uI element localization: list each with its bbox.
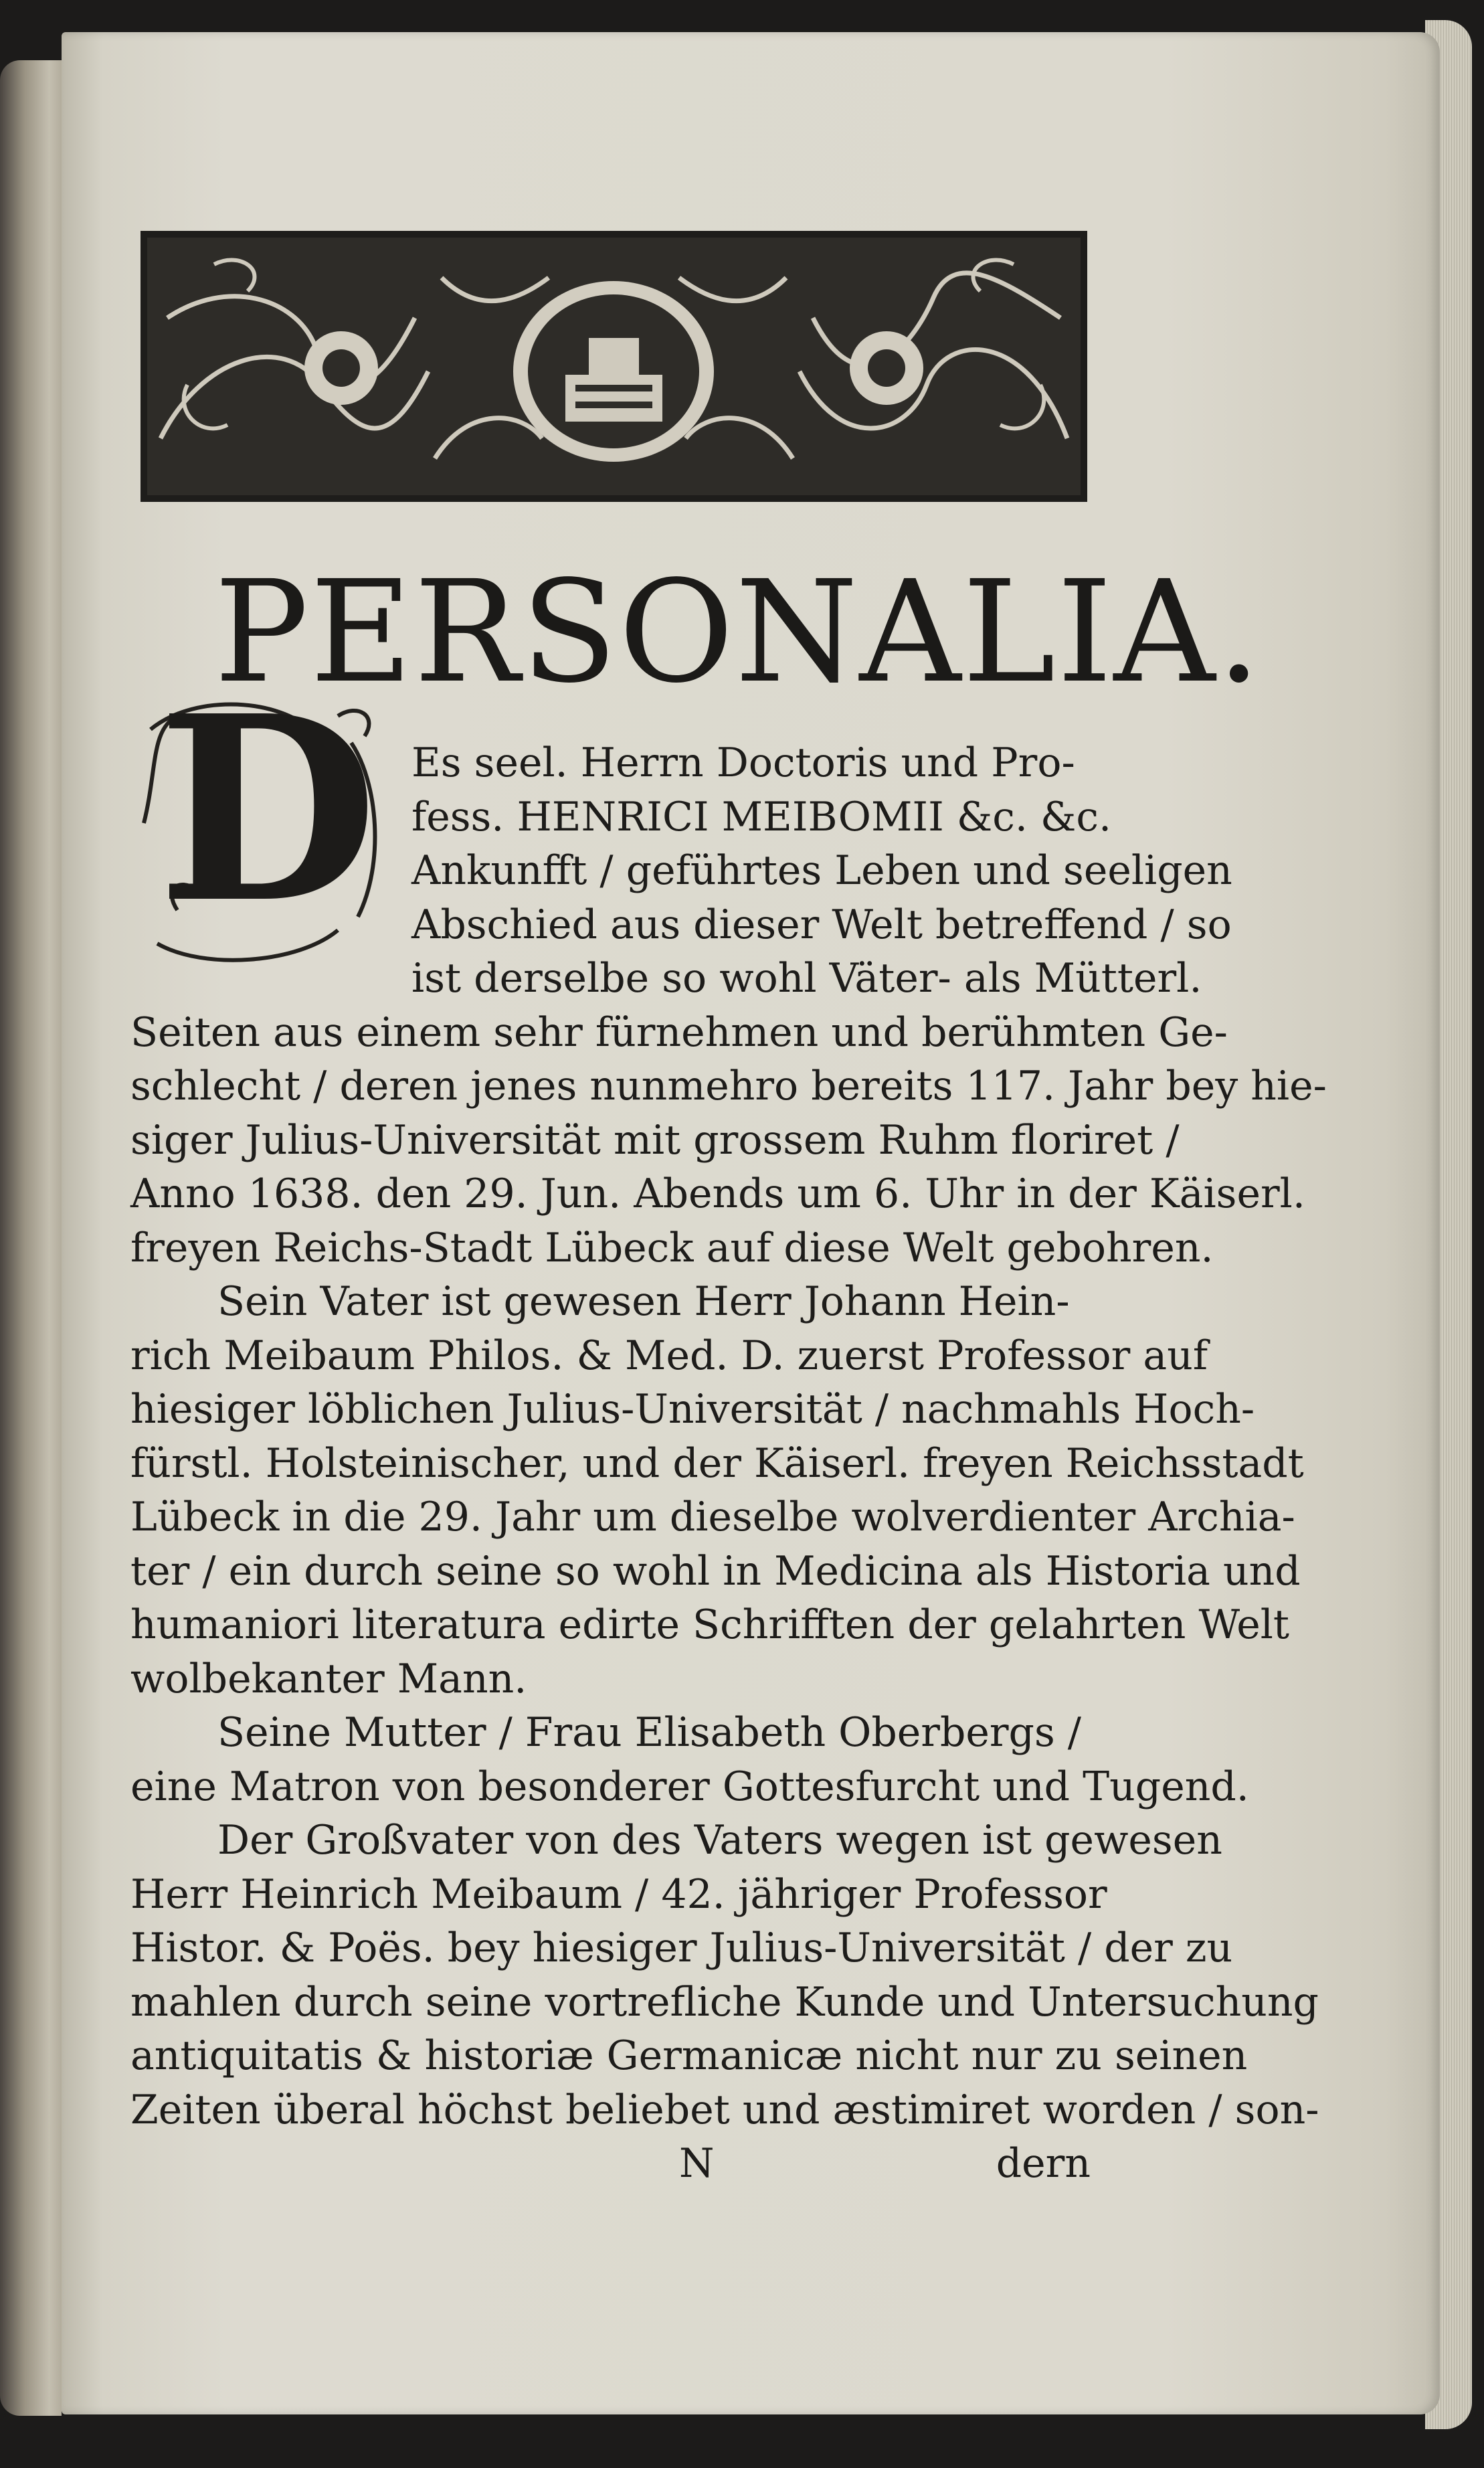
text-line: Abschied aus dieser Welt betreffend / so bbox=[411, 901, 1232, 948]
signature-mark: N bbox=[679, 2140, 715, 2187]
text-line: fess. HENRICI MEIBOMII &c. &c. bbox=[411, 793, 1112, 841]
text-line: Anno 1638. den 29. Jun. Abends um 6. Uhr in der Käiserl. bbox=[130, 1170, 1305, 1217]
text-line: Zeiten überal höchst beliebet und æstimiret worden / son- bbox=[130, 2086, 1319, 2133]
text-line: wolbekanter Mann. bbox=[130, 1655, 527, 1702]
left-page-edge bbox=[0, 60, 62, 2416]
text-line: freyen Reichs-Stadt Lübeck auf diese Welt gebohren. bbox=[130, 1224, 1214, 1271]
text-line: Lübeck in die 29. Jahr um dieselbe wolverdienter Archia- bbox=[130, 1494, 1295, 1540]
page-title: PERSONALIA. bbox=[214, 550, 1263, 714]
text-line: antiquitatis & historiæ Germanicæ nicht nur zu seinen bbox=[130, 2032, 1248, 2079]
catchword: dern bbox=[996, 2140, 1091, 2187]
text-line: mahlen durch seine vortrefliche Kunde und Untersuchung bbox=[130, 1978, 1319, 2026]
text-line: Histor. & Poës. bey hiesiger Julius-Universität / der zu bbox=[130, 1925, 1233, 1971]
text-line: eine Matron von besonderer Gottesfurcht und Tugend. bbox=[130, 1763, 1249, 1810]
text-line: Ankunfft / geführtes Leben und seeligen bbox=[411, 847, 1232, 894]
text-line: Seiten aus einem sehr fürnehmen und berühmten Ge- bbox=[130, 1008, 1228, 1056]
text-line: ter / ein durch seine so wohl in Medicina als Historia und bbox=[130, 1547, 1301, 1595]
text-line: humaniori literatura edirte Schrifften der gelahrten Welt bbox=[130, 1601, 1290, 1648]
ornament-artwork bbox=[147, 238, 1081, 495]
text-line: fürstl. Holsteinischer, und der Käiserl. freyen Reichsstadt bbox=[130, 1439, 1304, 1487]
text-line: rich Meibaum Philos. & Med. D. zuerst Professor auf bbox=[130, 1332, 1208, 1379]
text-line: Seine Mutter / Frau Elisabeth Oberbergs / bbox=[217, 1709, 1082, 1756]
text-line: Der Großvater von des Vaters wegen ist gewesen bbox=[217, 1817, 1222, 1864]
text-line: Sein Vater ist gewesen Herr Johann Hein- bbox=[217, 1278, 1070, 1325]
text-line: siger Julius-Universität mit grossem Ruhm floriret / bbox=[130, 1116, 1180, 1164]
text-line: Es seel. Herrn Doctoris und Pro- bbox=[411, 739, 1075, 786]
page-footer-row bbox=[130, 2137, 1091, 2191]
headpiece-ornament bbox=[141, 231, 1087, 502]
text-line: hiesiger löblichen Julius-Universität / nachmahls Hoch- bbox=[130, 1386, 1255, 1433]
text-line: Herr Heinrich Meibaum / 42. jähriger Professor bbox=[130, 1870, 1107, 1918]
text-line: ist derselbe so wohl Väter- als Mütterl. bbox=[411, 955, 1202, 1002]
text-line: schlecht / deren jenes nunmehro bereits 117. Jahr bey hie- bbox=[130, 1063, 1327, 1110]
initial-letter: D bbox=[157, 660, 378, 959]
body-text bbox=[130, 736, 1327, 2191]
